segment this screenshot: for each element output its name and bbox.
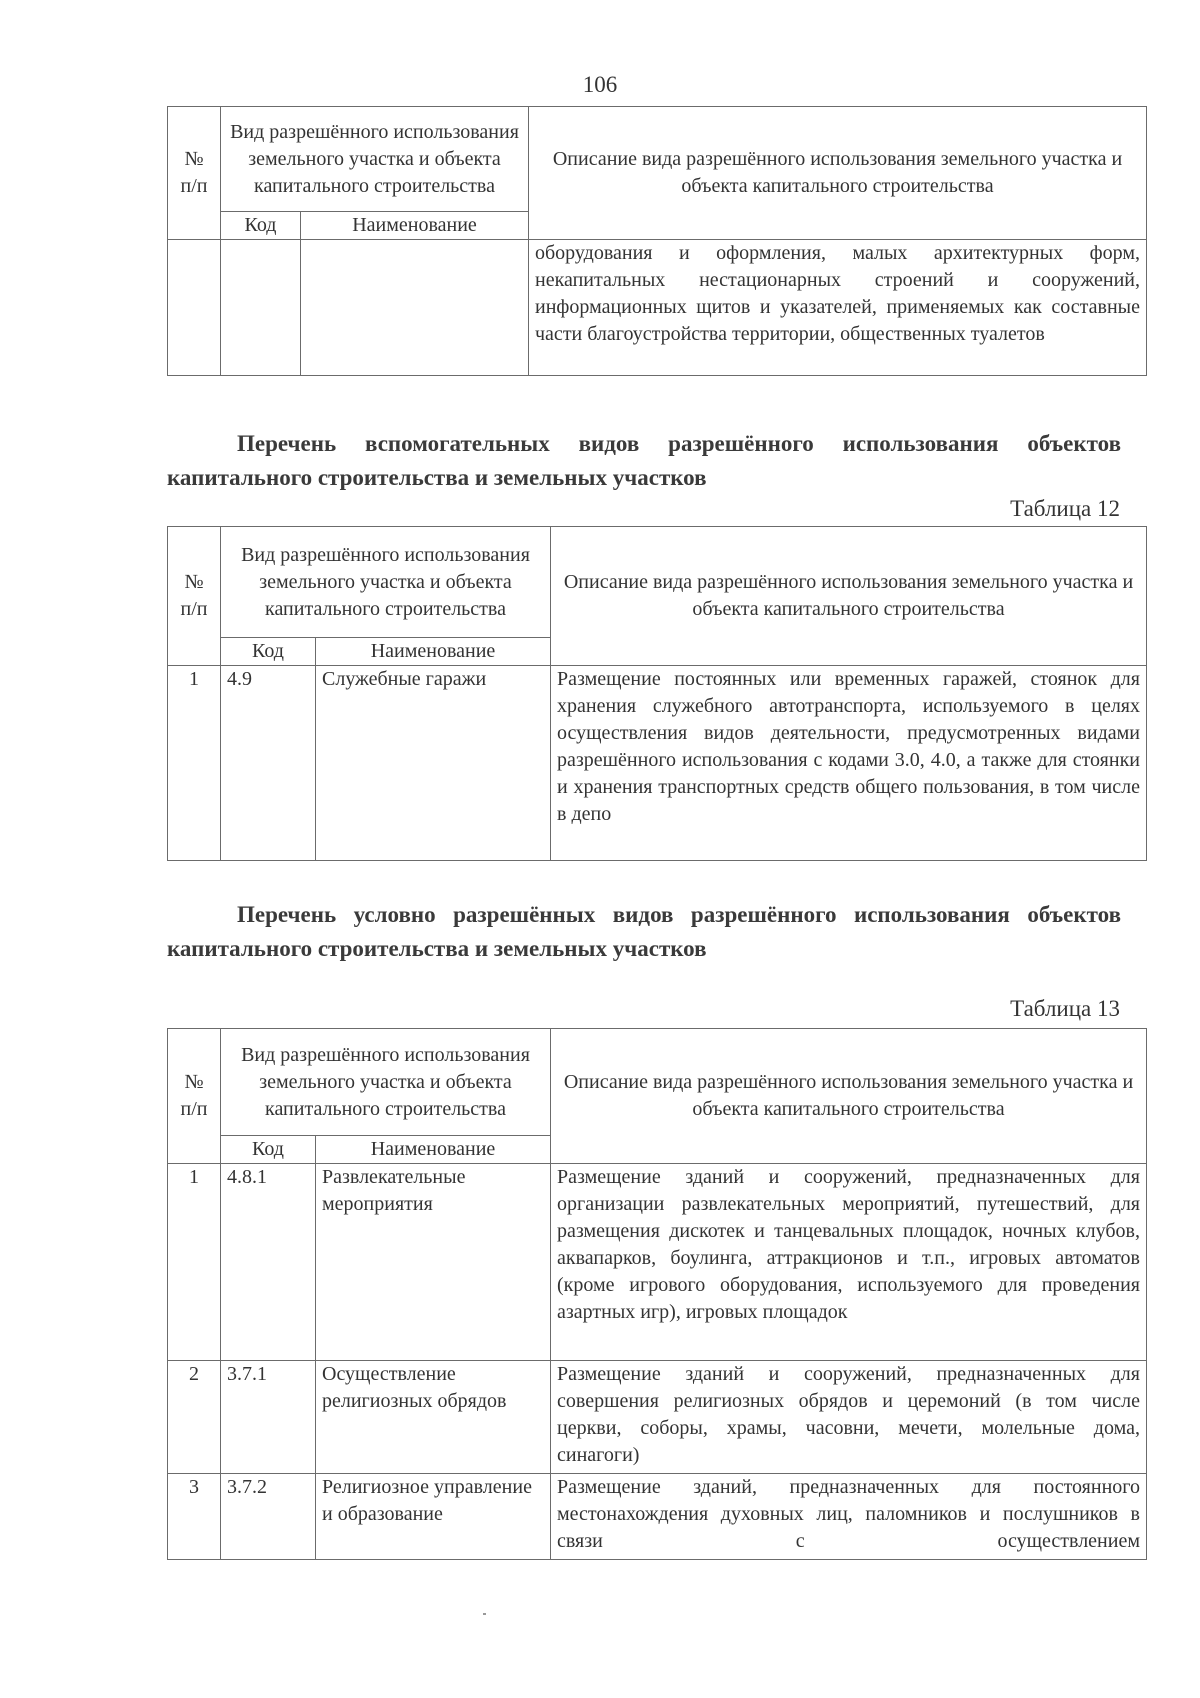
row-code: 3.7.2 <box>221 1474 316 1560</box>
header-code: Код <box>221 638 316 666</box>
table-row <box>168 1474 1147 1560</box>
table-row <box>168 1361 1147 1474</box>
header-num: № п/п <box>168 1029 221 1164</box>
header-name: Наименование <box>301 212 529 240</box>
conditional-table <box>167 1028 1147 1560</box>
table-cell-num <box>168 240 221 376</box>
row-num: 3 <box>168 1474 221 1560</box>
header-code: Код <box>221 1136 316 1164</box>
header-kind: Вид разрешённого использования земельного участка и объекта капитального строительства <box>221 1029 551 1136</box>
row-name: Развлекательные мероприятия <box>316 1164 551 1361</box>
header-name: Наименование <box>316 638 551 666</box>
row-num: 1 <box>168 1164 221 1361</box>
table-row <box>168 666 1147 861</box>
row-description: Размещение зданий и сооружений, предназначенных для совершения религиозных обрядов и церемоний (в том числе церкви, соборы, храмы, часовни, мечети, молельные дома, синагоги) <box>551 1361 1147 1474</box>
header-description: Описание вида разрешённого использования земельного участка и объекта капитального строительства <box>529 107 1147 240</box>
table-cell-code <box>221 240 301 376</box>
header-num: № п/п <box>168 527 221 666</box>
row-num: 1 <box>168 666 221 861</box>
table-cell-name <box>301 240 529 376</box>
header-num: № п/п <box>168 107 221 240</box>
row-description: Размещение зданий, предназначенных для постоянного местонахождения духовных лиц, паломников и послушников в связи с осуществлением <box>551 1474 1147 1560</box>
header-code: Код <box>221 212 301 240</box>
auxiliary-table <box>167 526 1147 861</box>
page-number: 106 <box>582 72 618 97</box>
section-conditional-title: Перечень условно разрешённых видов разрешённого использования объектов капитального строительства и земельных участков <box>167 902 1121 961</box>
row-description: Размещение зданий и сооружений, предназначенных для организации развлекательных мероприятий, путешествий, для размещения дискотек и танцевальных площадок, ночных клубов, аквапарков, боулинга, аттракционов и т.п., игровых автоматов (кроме игрового оборудования, используемого для проведения азартных игр), игровых площадок <box>551 1164 1147 1361</box>
row-code: 4.9 <box>221 666 316 861</box>
row-code: 4.8.1 <box>221 1164 316 1361</box>
scan-artifact <box>483 1613 486 1615</box>
table-row <box>168 1164 1147 1361</box>
section-auxiliary-title: Перечень вспомогательных видов разрешённого использования объектов капитального строительства и земельных участков <box>167 431 1121 490</box>
header-description: Описание вида разрешённого использования земельного участка и объекта капитального строительства <box>551 1029 1147 1164</box>
table-cell-description: оборудования и оформления, малых архитектурных форм, некапитальных нестационарных строений и сооружений, информационных щитов и указателей, применяемых как составные части благоустройства территории, общественных туалетов <box>529 240 1147 376</box>
row-name: Осуществление религиозных обрядов <box>316 1361 551 1474</box>
row-name: Служебные гаражи <box>316 666 551 861</box>
row-name: Религиозное управление и образование <box>316 1474 551 1560</box>
header-kind: Вид разрешённого использования земельного участка и объекта капитального строительства <box>221 107 529 212</box>
table-12-label: Таблица 12 <box>1010 496 1120 521</box>
table-13-label: Таблица 13 <box>1010 996 1120 1021</box>
header-description: Описание вида разрешённого использования земельного участка и объекта капитального строительства <box>551 527 1147 666</box>
header-name: Наименование <box>316 1136 551 1164</box>
continuation-table <box>167 106 1147 376</box>
row-code: 3.7.1 <box>221 1361 316 1474</box>
header-kind: Вид разрешённого использования земельного участка и объекта капитального строительства <box>221 527 551 638</box>
row-num: 2 <box>168 1361 221 1474</box>
row-description: Размещение постоянных или временных гаражей, стоянок для хранения служебного автотранспорта, используемого в целях осуществления видов деятельности, предусмотренных видами разрешённого использования с кодами 3.0, 4.0, а также для стоянки и хранения транспортных средств общего пользования, в том числе в депо <box>551 666 1147 861</box>
